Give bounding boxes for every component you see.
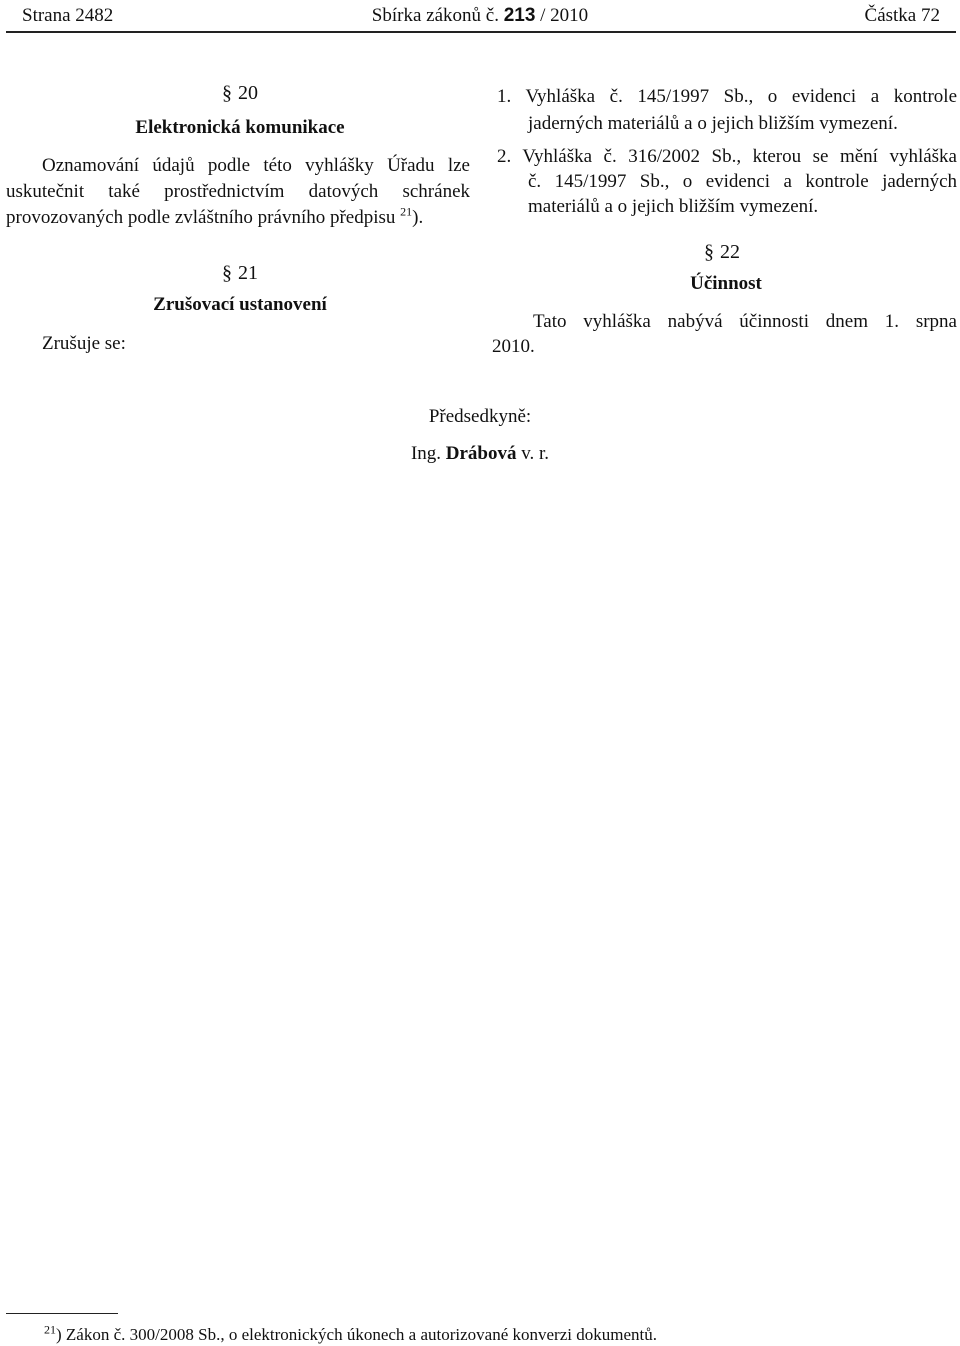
section-22-heading — [704, 241, 740, 264]
issue-year: / 2010 — [540, 5, 589, 26]
footnote-paren: ) — [56, 1325, 62, 1344]
footnote-ref-close: ). — [412, 207, 424, 228]
section-number: 21 — [238, 262, 258, 284]
section-symbol: § — [222, 262, 232, 284]
footnote-ref-21: 21 — [400, 204, 413, 219]
page-header — [0, 0, 960, 32]
repeal-item-1-line-1 — [497, 86, 957, 108]
signature-prefix: Ing. — [410, 443, 442, 464]
section-20-line-3-text: provozovaných podle zvláštního právního předpisu — [6, 207, 396, 228]
section-20-line-3 — [6, 204, 424, 229]
collection-title — [0, 5, 960, 27]
section-20-line-2: uskutečnit také prostřednictvím datových schránek — [6, 181, 470, 202]
section-20-heading — [222, 82, 258, 105]
signature-role: Předsedkyně: — [428, 406, 532, 427]
signature-name-line — [0, 443, 960, 465]
section-number: 22 — [720, 241, 740, 263]
section-20-line-1: Oznamování údajů podle této vyhlášky Úřadu lze — [42, 155, 470, 176]
footnote-text: Zákon č. 300/2008 Sb., o elektronických úkonech a autorizované konverzi dokumentů. — [65, 1325, 657, 1344]
footnote-divider — [6, 1313, 118, 1314]
repeal-item-2-line-1 — [497, 146, 957, 168]
repeal-item-2-line-2 — [528, 171, 957, 193]
footnote-21 — [44, 1322, 657, 1345]
section-22-title: Účinnost — [690, 273, 762, 294]
part-number: Částka 72 — [864, 5, 940, 26]
section-22-line-1: Tato vyhláška nabývá účinnosti dnem 1. srpna — [533, 311, 957, 332]
section-21-intro: Zrušuje se: — [42, 333, 126, 354]
signature-suffix: v. r. — [521, 443, 550, 464]
repeal-item-2-ref: 2. Vyhláška č. 316/2002 Sb. — [497, 146, 737, 167]
page-number: Strana 2482 — [22, 5, 114, 26]
repeal-item-1-desc: , o evidenci a kontrole — [748, 86, 958, 107]
collection-prefix: Sbírka zákonů č. — [371, 5, 499, 26]
repeal-item-2-line-3: materiálů a o jejich bližším vymezení. — [528, 196, 819, 217]
repeal-item-1-ref: 1. Vyhláška č. 145/1997 Sb. — [497, 86, 749, 107]
header-divider — [6, 31, 956, 33]
repeal-item-1-line-2: jaderných materiálů a o jejich bližším vymezení. — [528, 113, 898, 134]
signature-name: Drábová — [445, 443, 517, 464]
section-20-title: Elektronická komunikace — [135, 117, 345, 138]
issue-number: 213 — [503, 5, 536, 26]
section-symbol: § — [704, 241, 714, 263]
repeal-item-2-desc: , kterou se mění vyhláška — [736, 146, 957, 167]
section-symbol: § — [222, 82, 232, 104]
section-number: 20 — [238, 82, 258, 104]
repeal-item-2-amended-desc: , o evidenci a kontrole jaderných — [664, 171, 957, 192]
footnote-mark: 21 — [44, 1322, 56, 1337]
repeal-item-2-amended-ref: č. 145/1997 Sb. — [528, 171, 665, 192]
section-22-line-2: 2010. — [492, 336, 535, 357]
section-21-title: Zrušovací ustanovení — [153, 294, 327, 315]
section-21-heading — [222, 262, 258, 285]
